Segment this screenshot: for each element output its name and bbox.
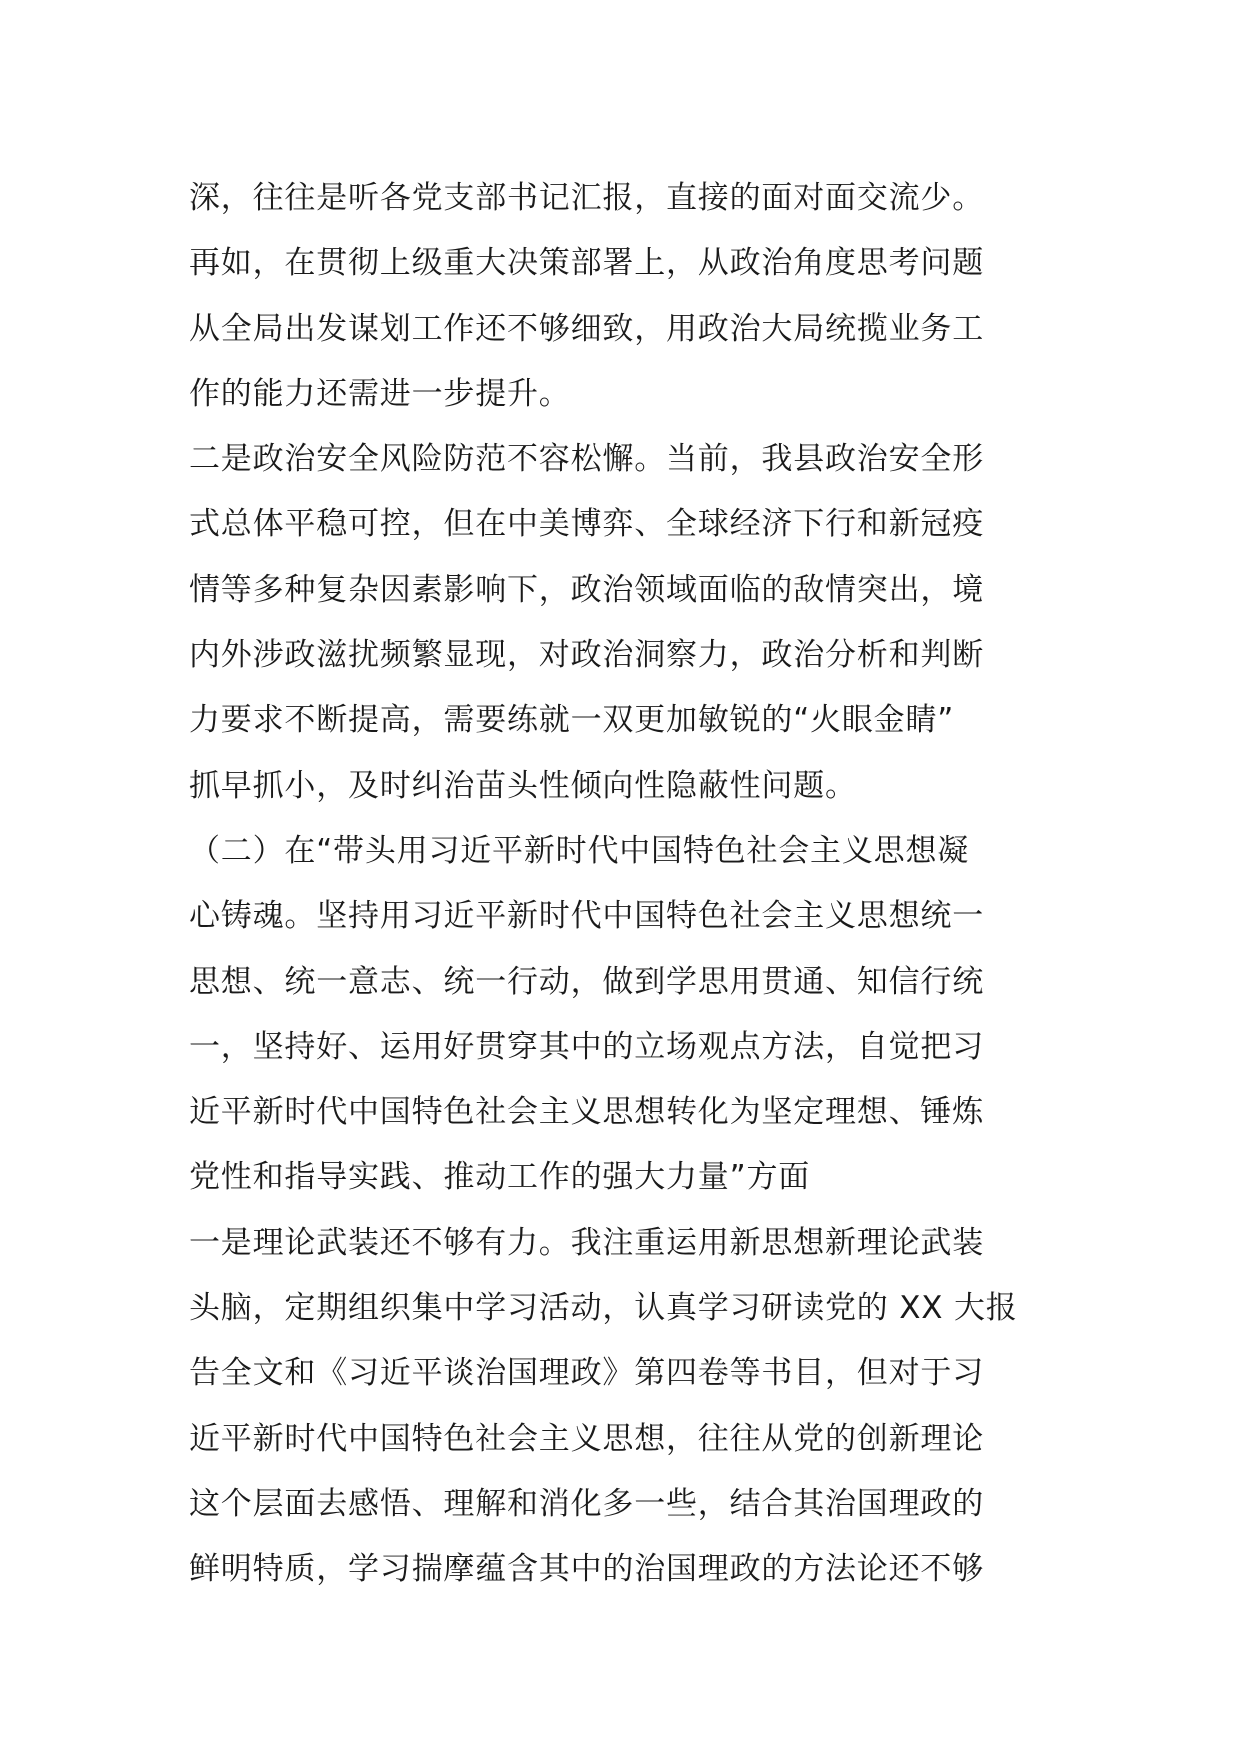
text-line: 力要求不断提高，需要练就一双更加敏锐的“火眼金睛” [189,702,955,739]
text-line: 内外涉政滋扰频繁显现，对政治洞察力，政治分析和判断 [189,637,984,674]
text-line: 情等多种复杂因素影响下，政治领域面临的敌情突出，境 [189,571,984,608]
text-line: 二是政治安全风险防范不容松懈。当前，我县政治安全形 [189,441,984,478]
text-line: 头脑，定期组织集中学习活动，认真学习研读党的 XX 大报 [189,1290,1018,1327]
text-line: 作的能力还需进一步提升。 [189,375,571,412]
text-line: 思想、统一意志、统一行动，做到学思用贯通、知信行统 [189,963,984,1000]
text-line: （二）在“带头用习近平新时代中国特色社会主义思想凝 [189,832,970,869]
text-line: 抓早抓小，及时纠治苗头性倾向性隐蔽性问题。 [189,767,857,804]
text-line: 再如，在贯彻上级重大决策部署上，从政治角度思考问题 [189,245,984,282]
text-line: 深，往往是听各党支部书记汇报，直接的面对面交流少。 [189,180,984,216]
text-line: 一是理论武装还不够有力。我注重运用新思想新理论武装 [189,1224,984,1261]
text-line: 这个层面去感悟、理解和消化多一些，结合其治国理政的 [189,1485,984,1522]
text-line: 鲜明特质，学习揣摩蕴含其中的治国理政的方法论还不够 [189,1551,984,1588]
text-line: 从全局出发谋划工作还不够细致，用政治大局统揽业务工 [189,310,984,347]
text-line: 近平新时代中国特色社会主义思想转化为坚定理想、锤炼 [189,1094,984,1131]
text-line: 一，坚持好、运用好贯穿其中的立场观点方法，自觉把习 [189,1028,984,1065]
text-line: 心铸魂。坚持用习近平新时代中国特色社会主义思想统一 [189,898,984,935]
text-line: 党性和指导实践、推动工作的强大力量”方面 [189,1159,811,1196]
text-line: 近平新时代中国特色社会主义思想，往往从党的创新理论 [189,1420,984,1457]
text-line: 式总体平稳可控，但在中美博弈、全球经济下行和新冠疫 [189,506,984,543]
text-line: 告全文和《习近平谈治国理政》第四卷等书目，但对于习 [189,1355,984,1392]
body-text [189,166,1059,1603]
